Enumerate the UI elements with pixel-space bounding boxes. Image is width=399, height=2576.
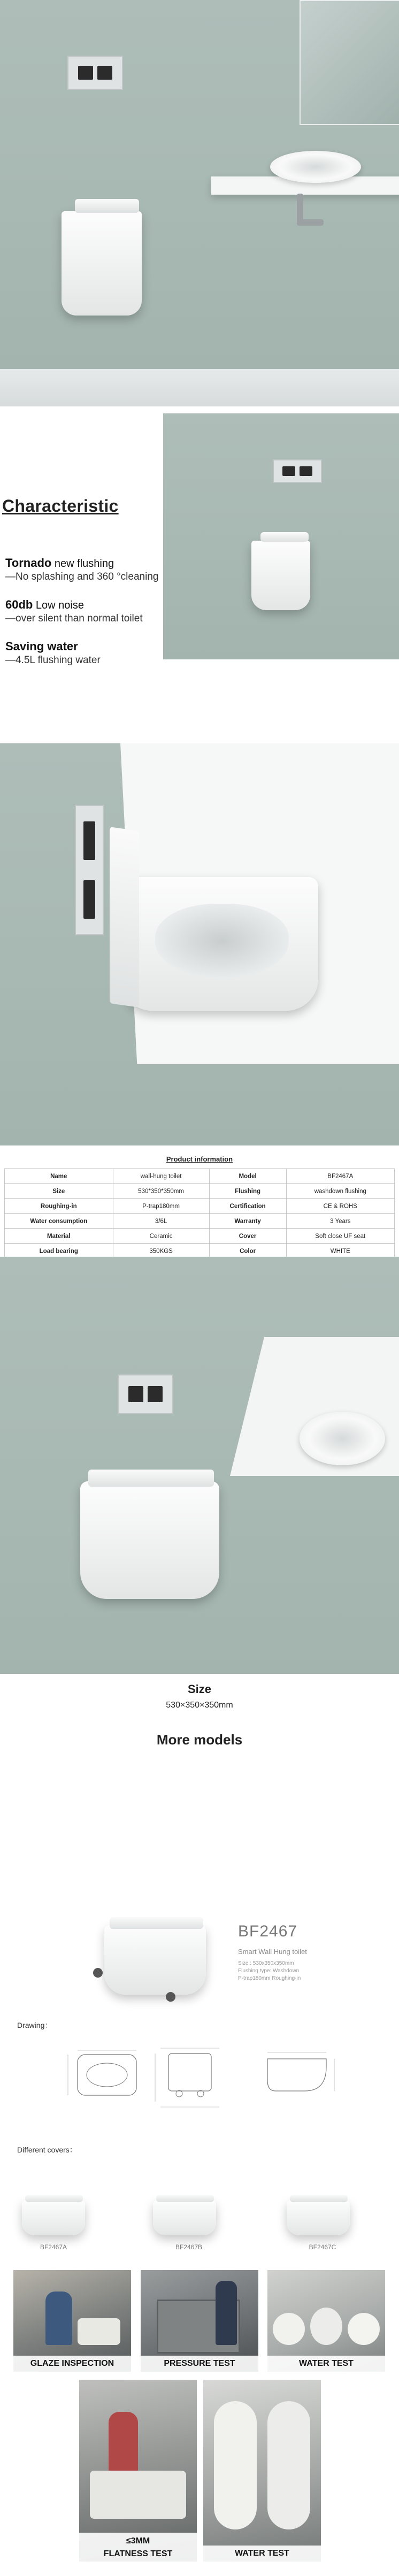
side-view-drawing <box>257 2048 342 2107</box>
pressure-test-photo <box>141 2270 258 2372</box>
model-spec: P-trap180mm Roughing-in <box>238 1975 301 1981</box>
feature-desc-tornado: —No splashing and 360 °cleaning <box>5 571 159 582</box>
spec-key: Material <box>5 1229 113 1244</box>
wall-hung-toilet <box>62 211 142 316</box>
test-label: PRESSURE TEST <box>141 2356 258 2372</box>
cover-variant-a <box>19 2187 88 2235</box>
cover-caption: BF2467C <box>309 2243 336 2251</box>
table-row <box>5 1169 395 1184</box>
flatness-test-photo <box>79 2380 197 2562</box>
table-row <box>5 1229 395 1244</box>
table-row <box>5 1214 395 1229</box>
product-info-title: Product information <box>166 1155 233 1163</box>
spec-value: P-trap180mm <box>113 1199 209 1214</box>
hero-image <box>0 0 399 406</box>
more-models-title: More models <box>156 1732 243 1748</box>
drawing-label: Drawing： <box>17 2021 52 2029</box>
test-label: WATER TEST <box>203 2546 321 2562</box>
water-test-photo-2 <box>203 2380 321 2562</box>
size-value: 530×350×350mm <box>166 1701 233 1710</box>
spec-value: 3 Years <box>286 1214 394 1229</box>
model-name: Smart Wall Hung toilet <box>238 1948 307 1956</box>
bowl-opening <box>155 904 289 979</box>
spec-value: wall-hung toilet <box>113 1169 209 1184</box>
wall-hung-toilet <box>251 541 310 610</box>
spec-value: washdown flushing <box>286 1184 394 1199</box>
size-title: Size <box>187 1682 212 1696</box>
test-label: GLAZE INSPECTION <box>13 2356 131 2372</box>
spec-value: 3/6L <box>113 1214 209 1229</box>
flush-plate <box>75 805 104 935</box>
glaze-inspection-photo <box>13 2270 131 2372</box>
table-row <box>5 1199 395 1214</box>
spec-value: Soft close UF seat <box>286 1229 394 1244</box>
open-lid <box>110 827 139 1008</box>
spec-key: Certification <box>209 1199 286 1214</box>
feature-desc-noise: —over silent than normal toilet <box>5 613 143 624</box>
spec-value: WHITE <box>286 1244 394 1259</box>
spec-value: CE & ROHS <box>286 1199 394 1214</box>
cover-variant-b <box>150 2187 219 2235</box>
feature-title-tornado: Tornado new flushing <box>5 556 114 570</box>
model-spec: Flushing type: Washdown <box>238 1968 300 1974</box>
flush-plate <box>67 56 123 90</box>
spec-key: Load bearing <box>5 1244 113 1259</box>
spec-value: Ceramic <box>113 1229 209 1244</box>
spec-key: Water consumption <box>5 1214 113 1229</box>
spec-key: Model <box>209 1169 286 1184</box>
test-label-block <box>79 2533 197 2562</box>
spec-value: 350KGS <box>113 1244 209 1259</box>
feature-desc-water: —4.5L flushing water <box>5 655 101 666</box>
spec-key: Cover <box>209 1229 286 1244</box>
wall-hung-toilet <box>80 1481 219 1599</box>
cover-variant-c <box>283 2187 353 2235</box>
vessel-basin <box>300 1412 385 1465</box>
test-label: FLATNESS TEST <box>103 2549 173 2558</box>
vessel-basin <box>270 151 361 183</box>
flush-plate <box>118 1374 173 1414</box>
feature-title-noise: 60db Low noise <box>5 598 84 611</box>
cover-caption: BF2467B <box>175 2243 203 2251</box>
test-label: ≤3MM <box>126 2536 150 2546</box>
water-test-photo <box>267 2270 385 2372</box>
spec-key: Name <box>5 1169 113 1184</box>
characteristic-image <box>163 413 399 659</box>
top-view-drawing <box>62 2048 147 2102</box>
test-label: WATER TEST <box>267 2356 385 2372</box>
spec-key: Roughing-in <box>5 1199 113 1214</box>
covers-label: Different covers： <box>17 2146 77 2154</box>
model-spec: Size : 530x350x350mm <box>238 1960 294 1966</box>
feature-title-water: Saving water <box>5 640 78 653</box>
spec-key: Flushing <box>209 1184 286 1199</box>
toilet-lid <box>260 532 309 542</box>
model-toilet-image <box>91 1904 219 2005</box>
characteristic-heading: Characteristic <box>2 496 119 516</box>
size-image <box>0 1257 399 1674</box>
drain-pipe-elbow <box>297 219 324 226</box>
spec-value: BF2467A <box>286 1169 394 1184</box>
spec-key: Size <box>5 1184 113 1199</box>
cover-caption: BF2467A <box>40 2243 67 2251</box>
toilet-lid <box>75 199 139 213</box>
table-row <box>5 1184 395 1199</box>
model-number: BF2467 <box>238 1923 298 1940</box>
mirror <box>300 0 399 125</box>
spec-key: Warranty <box>209 1214 286 1229</box>
closeup-image <box>0 743 399 1145</box>
flush-plate <box>273 459 322 483</box>
front-view-drawing <box>150 2043 230 2112</box>
spec-value: 530*350*350mm <box>113 1184 209 1199</box>
spec-key: Color <box>209 1244 286 1259</box>
toilet-lid <box>88 1470 214 1487</box>
